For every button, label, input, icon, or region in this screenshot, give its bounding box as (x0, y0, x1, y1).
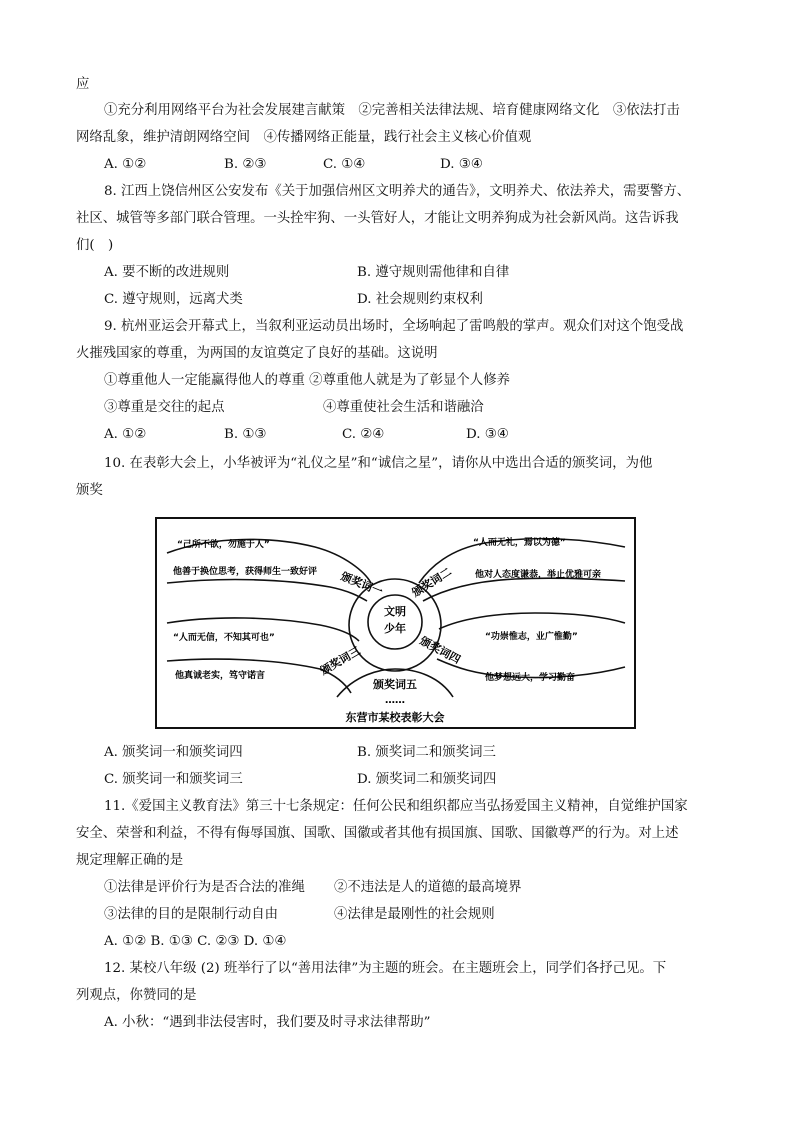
q10-option-d[interactable]: D. 颁奖词二和颁奖词四 (357, 772, 497, 787)
q8-stem-line3: 们( ) (76, 238, 114, 253)
q9-statement-3: ③尊重是交往的起点 (104, 400, 225, 415)
q7-option-b[interactable]: B. ②③ (224, 157, 267, 172)
q7-option-a[interactable]: A. ①② (104, 157, 147, 172)
center-label-2: 少年 (384, 622, 406, 635)
q8-option-a[interactable]: A. 要不断的改进规则 (104, 265, 230, 280)
q10-option-c[interactable]: C. 颁奖词一和颁奖词三 (104, 772, 243, 787)
q11-options[interactable]: A. ①② B. ①③ C. ②③ D. ①④ (104, 934, 287, 949)
q9-option-c[interactable]: C. ②④ (342, 427, 385, 442)
q12-option-a[interactable]: A. 小秋：“遇到非法侵害时，我们要及时寻求法律帮助” (104, 1015, 431, 1030)
q11-statement-3: ③法律的目的是限制行动自由 (104, 907, 279, 922)
q8-option-c[interactable]: C. 遵守规则，远离犬类 (104, 292, 243, 307)
branch5-ellipsis: …… (385, 695, 405, 706)
branch4-quote: “功崇惟志，业广惟勤” (485, 632, 578, 642)
q9-option-d[interactable]: D. ③④ (466, 427, 509, 442)
branch2-label: 颁奖词二 (409, 565, 454, 600)
q11-statement-4: ④法律是最刚性的社会规则 (334, 907, 495, 922)
q9-stem-line2: 火摧残国家的尊重，为两国的友谊奠定了良好的基础。这说明 (76, 346, 438, 361)
q12-stem-line1: 12. 某校八年级 (2) 班举行了以“善用法律”为主题的班会。在主题班会上，同学们各抒己见。下 (104, 961, 667, 976)
q8-stem-line2: 社区、城管等多部门联合管理。一头拴牢狗、一头管好人，才能让文明养狗成为社会新风尚。这告诉我 (76, 211, 679, 226)
branch3-quote: “人而无信，不知其可也” (173, 633, 275, 643)
q11-stem-line3: 规定理解正确的是 (76, 853, 184, 868)
q9-option-a[interactable]: A. ①② (104, 427, 147, 442)
q7-statements-line1: ①充分利用网络平台为社会发展建言献策 ②完善相关法律法规、培育健康网络文化 ③依法打击 (104, 103, 680, 118)
branch4-label: 颁奖词四 (417, 634, 463, 667)
q7-statements-line2: 网络乱象，维护清朗网络空间 ④传播网络正能量，践行社会主义核心价值观 (76, 130, 532, 145)
award-mind-map (155, 517, 636, 729)
q7-stem-end: 应 (76, 77, 90, 92)
branch2-quote: “人而无礼，焉以为德” (473, 538, 566, 548)
q10-option-b[interactable]: B. 颁奖词二和颁奖词三 (357, 745, 496, 760)
branch5-label: 颁奖词五 (373, 678, 417, 691)
branch1-label: 颁奖词一 (338, 569, 385, 599)
q8-stem-line1: 8. 江西上饶信州区公安发布《关于加强信州区文明养犬的通告》，文明养犬、依法养犬，需要警方、 (104, 184, 691, 199)
branch3-desc: 他真诚老实，笃守诺言 (175, 671, 266, 681)
q10-stem-line1: 10. 在表彰大会上，小华被评为“礼仪之星”和“诚信之星”，请你从中选出合适的颁奖词，为他 (104, 456, 653, 471)
q7-option-c[interactable]: C. ①④ (323, 157, 366, 172)
q7-option-d[interactable]: D. ③④ (440, 157, 483, 172)
q9-statement-4: ④尊重使社会生活和谐融洽 (323, 400, 484, 415)
diagram-footer: 东营市某校表彰大会 (345, 711, 445, 724)
q12-stem-line2: 列观点，你赞同的是 (76, 988, 197, 1003)
q8-option-d[interactable]: D. 社会规则约束权利 (357, 292, 483, 307)
q11-stem-line1: 11.《爱国主义教育法》第三十七条规定：任何公民和组织都应当弘扬爱国主义精神，自觉维护国家 (104, 799, 688, 814)
branch1-quote: “己所不欲，勿施于人” (177, 540, 270, 550)
q10-option-a[interactable]: A. 颁奖词一和颁奖词四 (104, 745, 243, 760)
q11-statement-2: ②不违法是人的道德的最高境界 (334, 880, 522, 895)
branch1-desc: 他善于换位思考，获得师生一致好评 (173, 567, 318, 577)
q11-statement-1: ①法律是评价行为是否合法的准绳 (104, 880, 305, 895)
q8-option-b[interactable]: B. 遵守规则需他律和自律 (357, 265, 510, 280)
center-label-1: 文明 (384, 605, 406, 618)
q9-option-b[interactable]: B. ①③ (224, 427, 267, 442)
q10-stem-line2: 颁奖 (76, 483, 103, 498)
branch2-desc: 他对人态度谦恭，举止优雅可亲 (475, 570, 602, 580)
branch3-label: 颁奖词三 (318, 644, 363, 678)
branch4-desc: 他梦想远大，学习勤奋 (485, 673, 576, 683)
q9-stem-line1: 9. 杭州亚运会开幕式上，当叙利亚运动员出场时，全场响起了雷鸣般的掌声。观众们对这个饱受战 (104, 319, 684, 334)
q9-statements-line1: ①尊重他人一定能赢得他人的尊重 ②尊重他人就是为了彰显个人修养 (104, 373, 510, 388)
q11-stem-line2: 安全、荣誉和利益，不得有侮辱国旗、国歌、国徽或者其他有损国旗、国歌、国徽尊严的行为。对上述 (76, 826, 679, 841)
